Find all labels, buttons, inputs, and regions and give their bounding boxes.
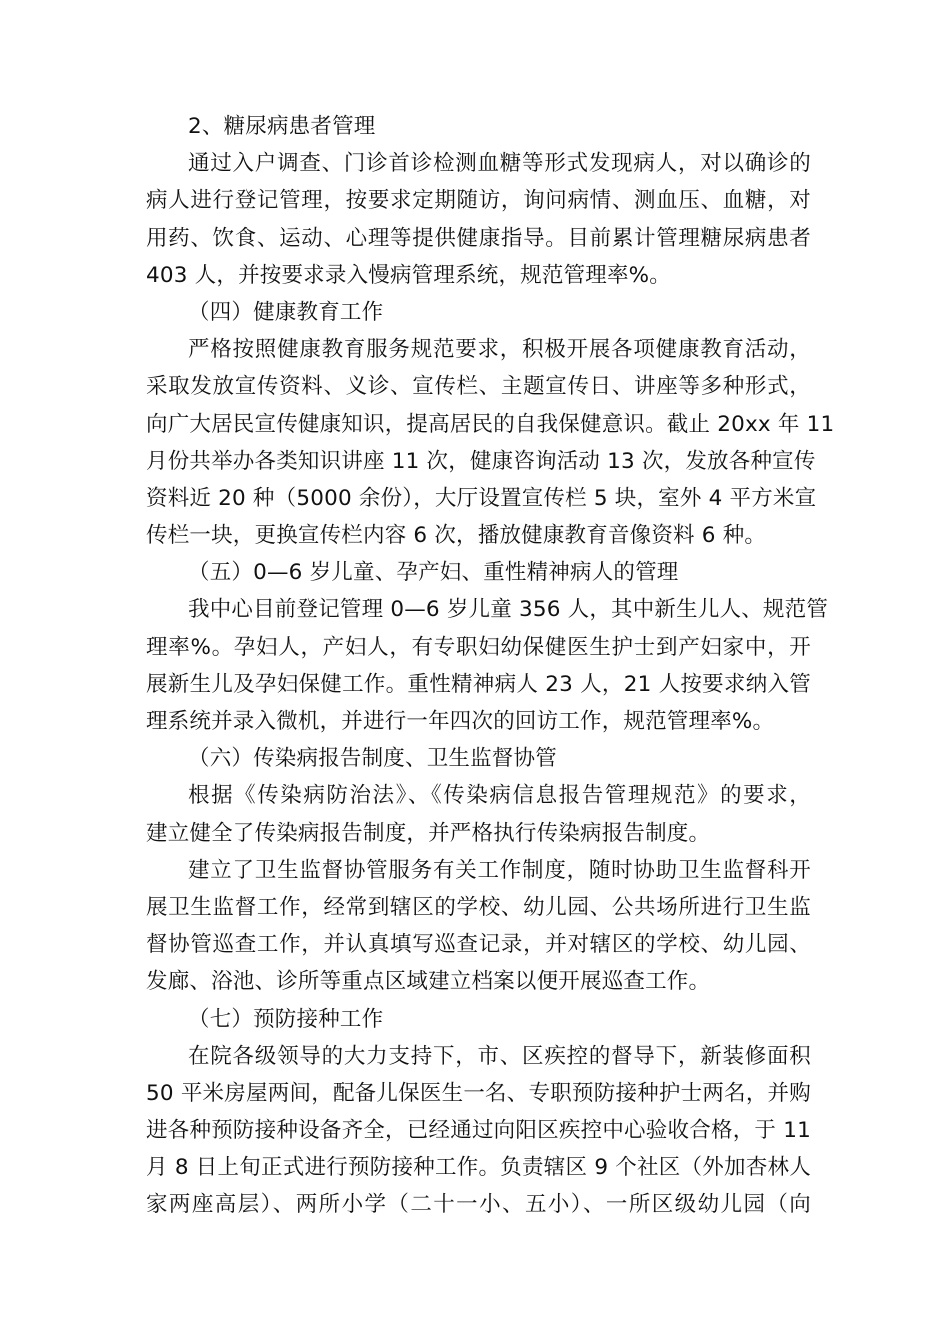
paragraph-first-line: （四）健康教育工作	[188, 299, 384, 325]
paragraph-line: 50 平米房屋两间，配备儿保医生一名、专职预防接种护士两名，并购	[146, 1080, 811, 1106]
paragraph-first-line: 我中心目前登记管理 0—6 岁儿童 356 人，其中新生儿人、规范管	[188, 597, 829, 623]
paragraph-line: 采取发放宣传资料、义诊、宣传栏、主题宣传日、讲座等多种形式，	[146, 374, 811, 400]
paragraph-line: 403 人，并按要求录入慢病管理系统，规范管理率%。	[146, 262, 672, 288]
paragraph-first-line: 通过入户调查、门诊首诊检测血糖等形式发现病人，对以确诊的	[188, 151, 811, 177]
paragraph-line: 月份共举办各类知识讲座 11 次，健康咨询活动 13 次，发放各种宣传	[146, 448, 816, 474]
paragraph-line: 月 8 日上旬正式进行预防接种工作。负责辖区 9 个社区（外加杏林人	[146, 1155, 811, 1181]
paragraph-line: 资料近 20 种（5000 余份），大厅设置宣传栏 5 块，室外 4 平方米宣	[146, 485, 817, 511]
paragraph-line: 家两座高层）、两所小学（二十一小、五小）、一所区级幼儿园（向	[146, 1192, 811, 1218]
paragraph-line: 理系统并录入微机，并进行一年四次的回访工作，规范管理率%。	[146, 709, 775, 734]
paragraph-first-line: （六）传染病报告制度、卫生监督协管	[188, 746, 557, 772]
paragraph-line: 进各种预防接种设备齐全，已经通过向阳区疾控中心验收合格，于 11	[146, 1118, 811, 1144]
paragraph-line: 用药、饮食、运动、心理等提供健康指导。目前累计管理糖尿病患者	[146, 225, 811, 251]
paragraph-first-line: 在院各级领导的大力支持下，市、区疾控的督导下，新装修面积	[188, 1043, 811, 1069]
paragraph-first-line: 根据《传染病防治法》、《传染病信息报告管理规范》的要求，	[188, 783, 811, 809]
paragraph-line: 理率%。孕妇人，产妇人，有专职妇幼保健医生护士到产妇家中，开	[146, 634, 811, 660]
document-body	[146, 108, 835, 1224]
paragraph-first-line: 严格按照健康教育服务规范要求，积极开展各项健康教育活动，	[188, 337, 811, 363]
paragraph-line: 建立健全了传染病报告制度，并严格执行传染病报告制度。	[146, 820, 711, 846]
paragraph-line: 展卫生监督工作，经常到辖区的学校、幼儿园、公共场所进行卫生监	[146, 894, 811, 920]
paragraph-line: 督协管巡查工作，并认真填写巡查记录，并对辖区的学校、幼儿园、	[146, 932, 811, 958]
paragraph-first-line: （五）0—6 岁儿童、孕产妇、重性精神病人的管理	[188, 560, 679, 586]
paragraph-line: 向广大居民宣传健康知识，提高居民的自我保健意识。截止 20xx 年 11	[146, 411, 835, 437]
paragraph-first-line: （七）预防接种工作	[188, 1006, 384, 1032]
paragraph-first-line: 2、糖尿病患者管理	[188, 114, 376, 139]
paragraph-line: 传栏一块，更换宣传栏内容 6 次，播放健康教育音像资料 6 种。	[146, 523, 767, 549]
paragraph-line: 展新生儿及孕妇保健工作。重性精神病人 23 人，21 人按要求纳入管	[146, 671, 811, 697]
paragraph-line: 病人进行登记管理，按要求定期随访，询问病情、测血压、血糖，对	[146, 188, 811, 214]
paragraph-line: 发廊、浴池、诊所等重点区域建立档案以便开展巡查工作。	[146, 969, 711, 995]
paragraph-first-line: 建立了卫生监督协管服务有关工作制度，随时协助卫生监督科开	[188, 857, 811, 883]
